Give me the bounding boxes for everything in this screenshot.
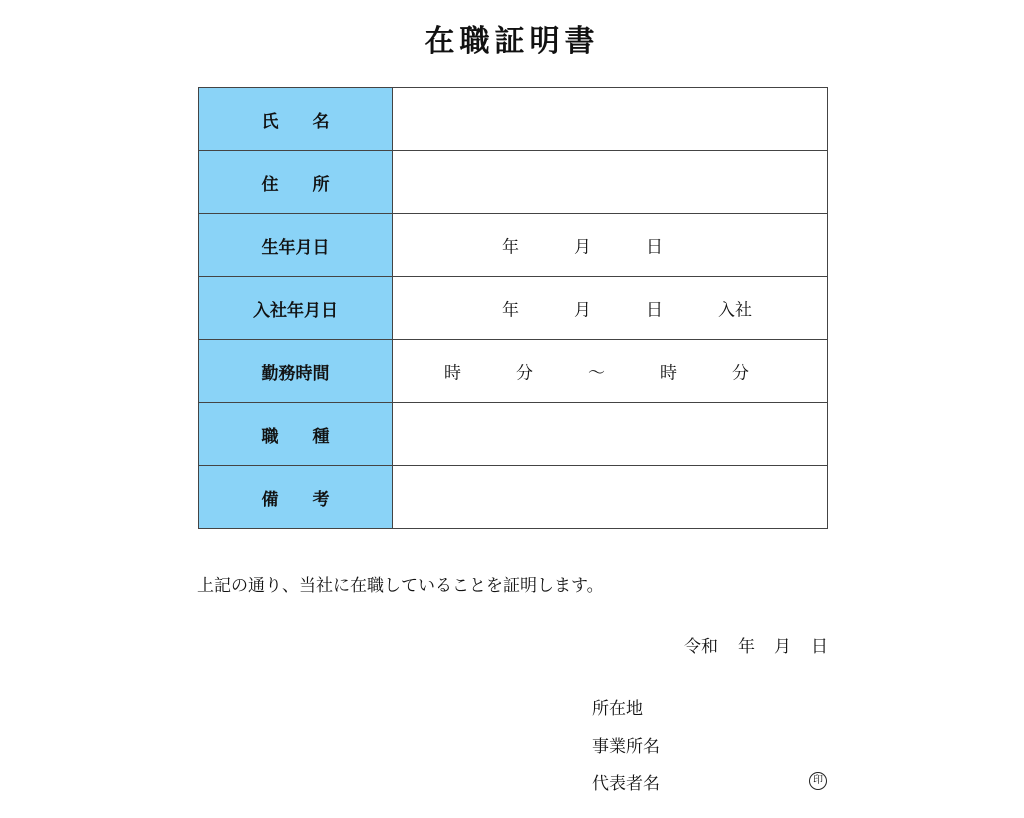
label-working-hours: 勤務時間 [199, 340, 393, 403]
table-row-job-type [199, 403, 828, 466]
table-row-remarks [199, 466, 828, 529]
range-separator: ～ [588, 363, 605, 384]
table-row-address [199, 151, 828, 214]
join-day-unit: 日 [646, 300, 663, 321]
table-row-birthdate [199, 214, 828, 277]
issue-date-month: 月 [774, 637, 791, 657]
value-job-type[interactable] [393, 403, 828, 466]
company-label: 事業所名 [592, 737, 660, 757]
birth-day-unit: 日 [646, 237, 663, 258]
label-address: 住 所 [199, 151, 393, 214]
value-name[interactable] [393, 88, 828, 151]
join-year-unit: 年 [502, 300, 519, 321]
start-minute-unit: 分 [516, 363, 533, 384]
label-remarks: 備 考 [199, 466, 393, 529]
representative-label: 代表者名 [592, 774, 660, 794]
join-month-unit: 月 [574, 300, 591, 321]
table-row-name [199, 88, 828, 151]
end-minute-unit: 分 [732, 363, 749, 384]
document-title: 在職証明書 [424, 24, 600, 59]
label-birthdate: 生年月日 [199, 214, 393, 277]
value-address[interactable] [393, 151, 828, 214]
value-birthdate[interactable] [393, 214, 828, 277]
issue-date-year: 年 [738, 637, 755, 657]
label-job-type: 職 種 [199, 403, 393, 466]
birth-year-unit: 年 [502, 237, 519, 258]
table-row-join-date [199, 277, 828, 340]
issue-date-day: 日 [811, 637, 828, 657]
location-label: 所在地 [592, 699, 643, 719]
end-hour-unit: 時 [660, 363, 677, 384]
label-join-date: 入社年月日 [199, 277, 393, 340]
certificate-table [198, 87, 828, 529]
value-working-hours[interactable] [393, 340, 828, 403]
birth-month-unit: 月 [574, 237, 591, 258]
issue-date-era: 令和 [684, 637, 718, 657]
table-row-working-hours [199, 340, 828, 403]
value-join-date[interactable] [393, 277, 828, 340]
seal-mark-icon: 印 [809, 772, 827, 790]
certification-statement: 上記の通り、当社に在職していることを証明します。 [197, 576, 604, 596]
label-name: 氏 名 [199, 88, 393, 151]
join-suffix: 入社 [718, 300, 752, 321]
start-hour-unit: 時 [444, 363, 461, 384]
value-remarks[interactable] [393, 466, 828, 529]
